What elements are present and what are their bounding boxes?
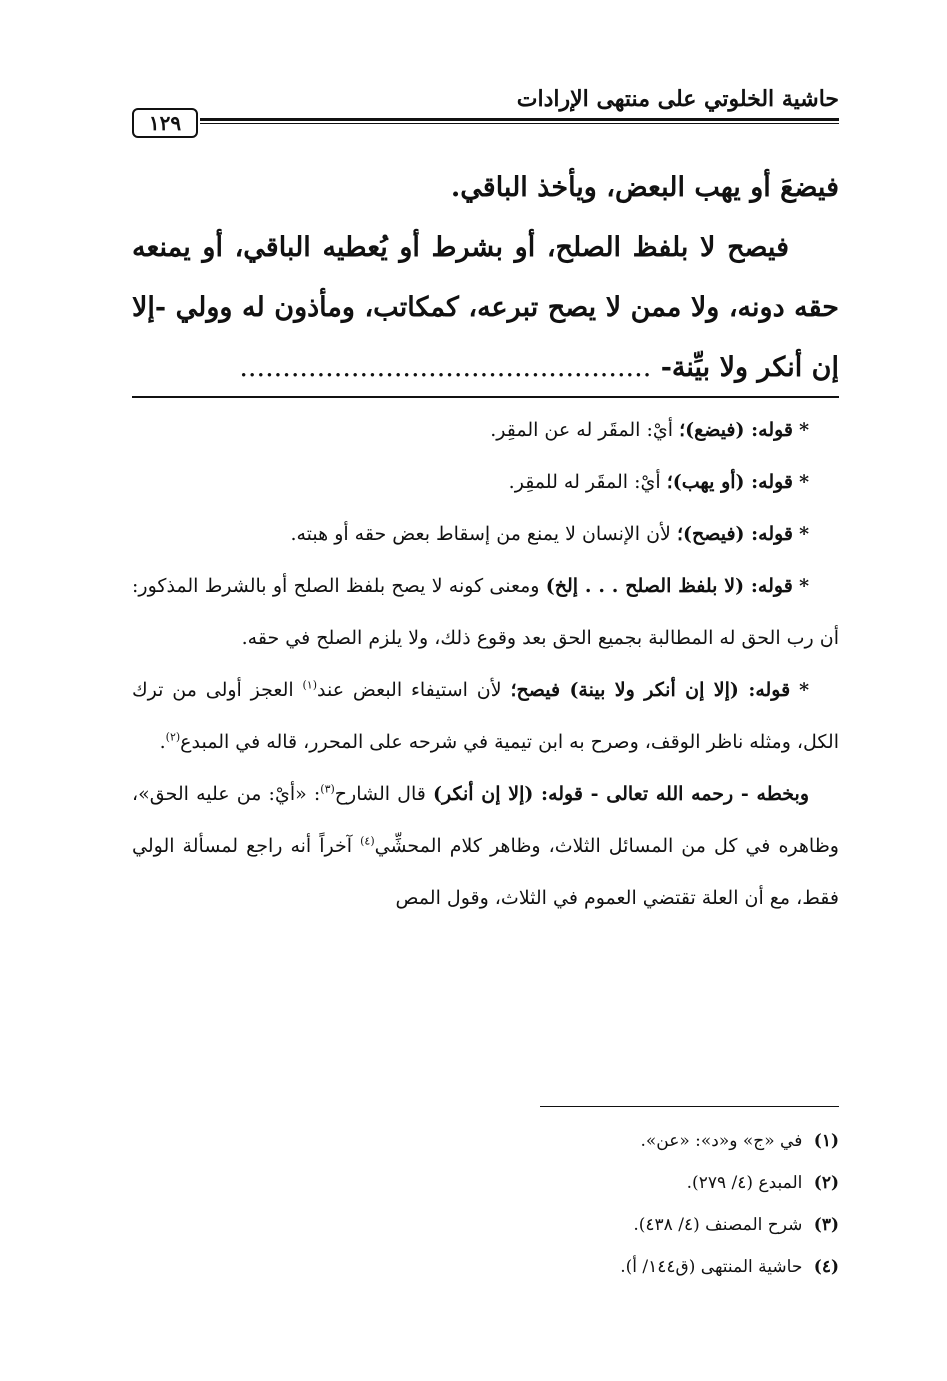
- commentary-block: [132, 404, 839, 924]
- footnote-separator: [540, 1106, 839, 1107]
- footnote-text: المبدع (٤/ ٢٧٩).: [686, 1173, 803, 1193]
- footnote-ref-2: (٢): [165, 730, 181, 744]
- commentary-5-text-a: لأن استيفاء البعض عند: [317, 679, 502, 701]
- footnote-3: [300, 1204, 839, 1246]
- main-paragraph-2-text: فيصح لا بلفظ الصلح، أو بشرط أو يُعطيه الباقي، أو يمنعه حقه دونه، ولا ممن لا يصح تبرعه، كمكاتب، ومأذون له وولي -إلا إن أنكر ولا بيِّنة-: [132, 232, 839, 383]
- footnote-ref-4: (٤): [360, 834, 375, 848]
- bullet-star-icon: *: [799, 523, 809, 545]
- commentary-item-1: [132, 404, 839, 456]
- commentary-6-lead: وبخطه - رحمه الله تعالى - قوله: (إلا إن أنكر): [433, 783, 810, 805]
- main-text-block: [132, 158, 839, 398]
- commentary-5-lead: قوله: (إلا إن أنكر ولا بينة) فيصح؛: [510, 679, 791, 701]
- bullet-star-icon: *: [799, 679, 809, 701]
- main-text-divider: [132, 396, 839, 398]
- main-line-1: فيضعَ أو يهب البعض، ويأخذ الباقي.: [450, 172, 839, 203]
- footnote-text: في «ج» و«د»: «عن».: [640, 1131, 803, 1151]
- footnote-ref-1: (١): [302, 678, 317, 692]
- footnote-text: شرح المصنف (٤/ ٤٣٨).: [633, 1215, 803, 1235]
- commentary-6-text-a: قال الشارح: [334, 783, 426, 805]
- commentary-item-3: [132, 508, 839, 560]
- running-header-title: حاشية الخلوتي على منتهى الإرادات: [516, 86, 839, 112]
- footnote-ref-3: (٣): [320, 782, 335, 796]
- commentary-item-6: [132, 768, 839, 924]
- commentary-1-lead: قوله: (فيضع)؛: [679, 419, 794, 441]
- footnote-number: (١): [813, 1131, 839, 1151]
- footnote-number: (٣): [813, 1215, 839, 1235]
- main-dots-leader: ................................................: [239, 352, 652, 383]
- main-paragraph-2: [132, 218, 839, 398]
- commentary-3-text: لأن الإنسان لا يمنع من إسقاط بعض حقه أو هبته.: [290, 523, 671, 545]
- footnote-number: (٢): [813, 1173, 839, 1193]
- footnote-text: حاشية المنتهى (ق١٤٤/ أ).: [620, 1257, 803, 1277]
- page-number-box: ١٢٩: [132, 108, 198, 138]
- commentary-1-text: أيْ: المقَر له عن المقِر.: [490, 419, 674, 441]
- footnote-4: [300, 1246, 839, 1288]
- footnote-2: [300, 1162, 839, 1204]
- commentary-3-lead: قوله: (فيصح)؛: [676, 523, 794, 545]
- bullet-star-icon: *: [799, 419, 809, 441]
- header-double-rule: [200, 118, 839, 124]
- bullet-star-icon: *: [799, 471, 809, 493]
- footnotes-block: [300, 1120, 839, 1288]
- footnote-1: [300, 1120, 839, 1162]
- commentary-6-text-b: : «أيْ: من عليه الحق»، وظاهره في كل من المسائل الثلاث، وظاهر كلام المحشِّي: [132, 783, 839, 857]
- commentary-2-lead: قوله: (أو يهب)؛: [666, 471, 794, 493]
- bullet-star-icon: *: [799, 575, 809, 597]
- commentary-item-2: [132, 456, 839, 508]
- commentary-5-end: .: [159, 731, 166, 753]
- commentary-5-text-b: العجز أولى من ترك الكل، ومثله ناظر الوقف، وصرح به ابن تيمية في شرحه على المحرر، قاله في المبدع: [132, 679, 839, 753]
- commentary-6-text-c: آخراً أنه راجع لمسألة الولي فقط، مع أن العلة تقتضي العموم في الثلاث، وقول المص: [132, 835, 839, 909]
- commentary-item-4: [132, 560, 839, 664]
- commentary-4-text: ومعنى كونه لا يصح بلفظ الصلح أو بالشرط المذكور: أن رب الحق له المطالبة بجميع الحق بعد وقوع ذلك، ولا يلزم الصلح في حقه.: [132, 575, 839, 649]
- commentary-2-text: أيْ: المقَر له للمقِر.: [508, 471, 661, 493]
- footnote-number: (٤): [813, 1257, 839, 1277]
- commentary-item-5: [132, 664, 839, 768]
- commentary-4-lead: قوله: (لا بلفظ الصلح . . . إلخ): [545, 575, 793, 597]
